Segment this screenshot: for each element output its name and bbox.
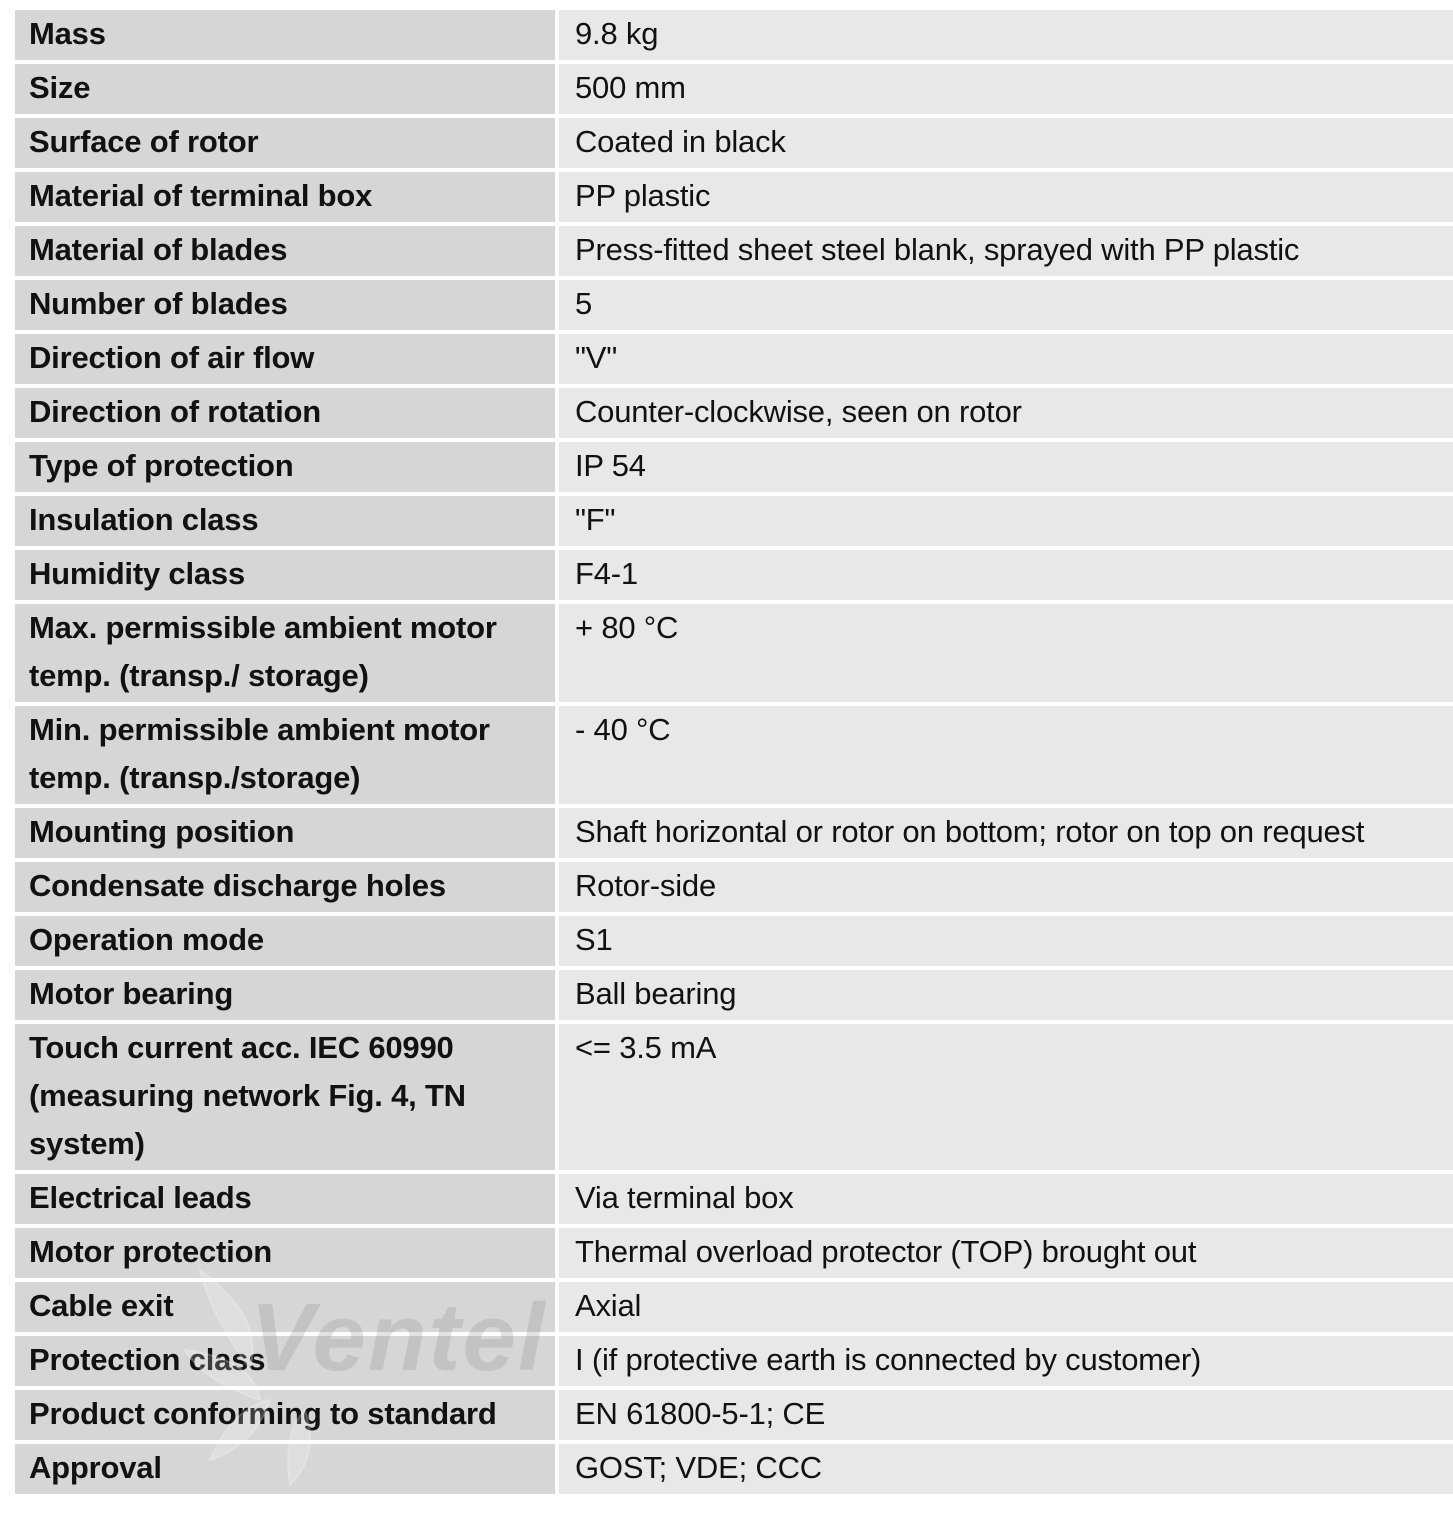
spec-label-direction-of-air-flow: Direction of air flow xyxy=(15,334,555,384)
spec-value-humidity-class: F4-1 xyxy=(559,550,1453,600)
spec-table xyxy=(15,10,1453,1494)
spec-value-mounting-position: Shaft horizontal or rotor on bottom; rotor on top on request xyxy=(559,808,1453,858)
spec-value-cable-exit: Axial xyxy=(559,1282,1453,1332)
spec-label-material-terminal-box: Material of terminal box xyxy=(15,172,555,222)
spec-label-motor-protection: Motor protection xyxy=(15,1228,555,1278)
spec-value-insulation-class: "F" xyxy=(559,496,1453,546)
spec-value-motor-protection: Thermal overload protector (TOP) brought out xyxy=(559,1228,1453,1278)
watermark-wordmark: Ventel xyxy=(250,1284,547,1391)
spec-label-electrical-leads: Electrical leads xyxy=(15,1174,555,1224)
spec-value-number-of-blades: 5 xyxy=(559,280,1453,330)
spec-value-protection-class: I (if protective earth is connected by customer) xyxy=(559,1336,1453,1386)
spec-value-direction-of-rotation: Counter-clockwise, seen on rotor xyxy=(559,388,1453,438)
spec-value-electrical-leads: Via terminal box xyxy=(559,1174,1453,1224)
spec-label-type-of-protection: Type of protection xyxy=(15,442,555,492)
spec-label-humidity-class: Humidity class xyxy=(15,550,555,600)
spec-value-material-of-blades: Press-fitted sheet steel blank, sprayed with PP plastic xyxy=(559,226,1453,276)
spec-value-min-ambient-temp: - 40 °C xyxy=(559,706,1453,804)
spec-value-direction-of-air-flow: "V" xyxy=(559,334,1453,384)
spec-label-operation-mode: Operation mode xyxy=(15,916,555,966)
spec-label-product-conforming-to-standard: Product conforming to standard xyxy=(15,1390,555,1440)
spec-value-product-conforming-to-standard: EN 61800-5-1; CE xyxy=(559,1390,1453,1440)
spec-value-condensate-discharge-holes: Rotor-side xyxy=(559,862,1453,912)
spec-label-surface-of-rotor: Surface of rotor xyxy=(15,118,555,168)
spec-label-mass: Mass xyxy=(15,10,555,60)
spec-label-protection-class: Protection class xyxy=(15,1336,555,1386)
spec-value-operation-mode: S1 xyxy=(559,916,1453,966)
spec-label-direction-of-rotation: Direction of rotation xyxy=(15,388,555,438)
spec-label-max-ambient-temp: Max. permissible ambient motor temp. (transp./ storage) xyxy=(15,604,555,702)
spec-label-cable-exit: Cable exit xyxy=(15,1282,555,1332)
spec-label-approval: Approval xyxy=(15,1444,555,1494)
spec-label-number-of-blades: Number of blades xyxy=(15,280,555,330)
spec-value-approval: GOST; VDE; CCC xyxy=(559,1444,1453,1494)
spec-label-mounting-position: Mounting position xyxy=(15,808,555,858)
spec-label-motor-bearing: Motor bearing xyxy=(15,970,555,1020)
spec-value-material-terminal-box: PP plastic xyxy=(559,172,1453,222)
spec-value-surface-of-rotor: Coated in black xyxy=(559,118,1453,168)
spec-label-condensate-discharge-holes: Condensate discharge holes xyxy=(15,862,555,912)
spec-value-size: 500 mm xyxy=(559,64,1453,114)
spec-label-size: Size xyxy=(15,64,555,114)
spec-value-touch-current: <= 3.5 mA xyxy=(559,1024,1453,1170)
spec-value-max-ambient-temp: + 80 °C xyxy=(559,604,1453,702)
spec-label-insulation-class: Insulation class xyxy=(15,496,555,546)
spec-label-min-ambient-temp: Min. permissible ambient motor temp. (transp./storage) xyxy=(15,706,555,804)
spec-label-touch-current: Touch current acc. IEC 60990 (measuring network Fig. 4, TN system) xyxy=(15,1024,555,1170)
spec-value-motor-bearing: Ball bearing xyxy=(559,970,1453,1020)
spec-value-mass: 9.8 kg xyxy=(559,10,1453,60)
spec-value-type-of-protection: IP 54 xyxy=(559,442,1453,492)
spec-label-material-of-blades: Material of blades xyxy=(15,226,555,276)
